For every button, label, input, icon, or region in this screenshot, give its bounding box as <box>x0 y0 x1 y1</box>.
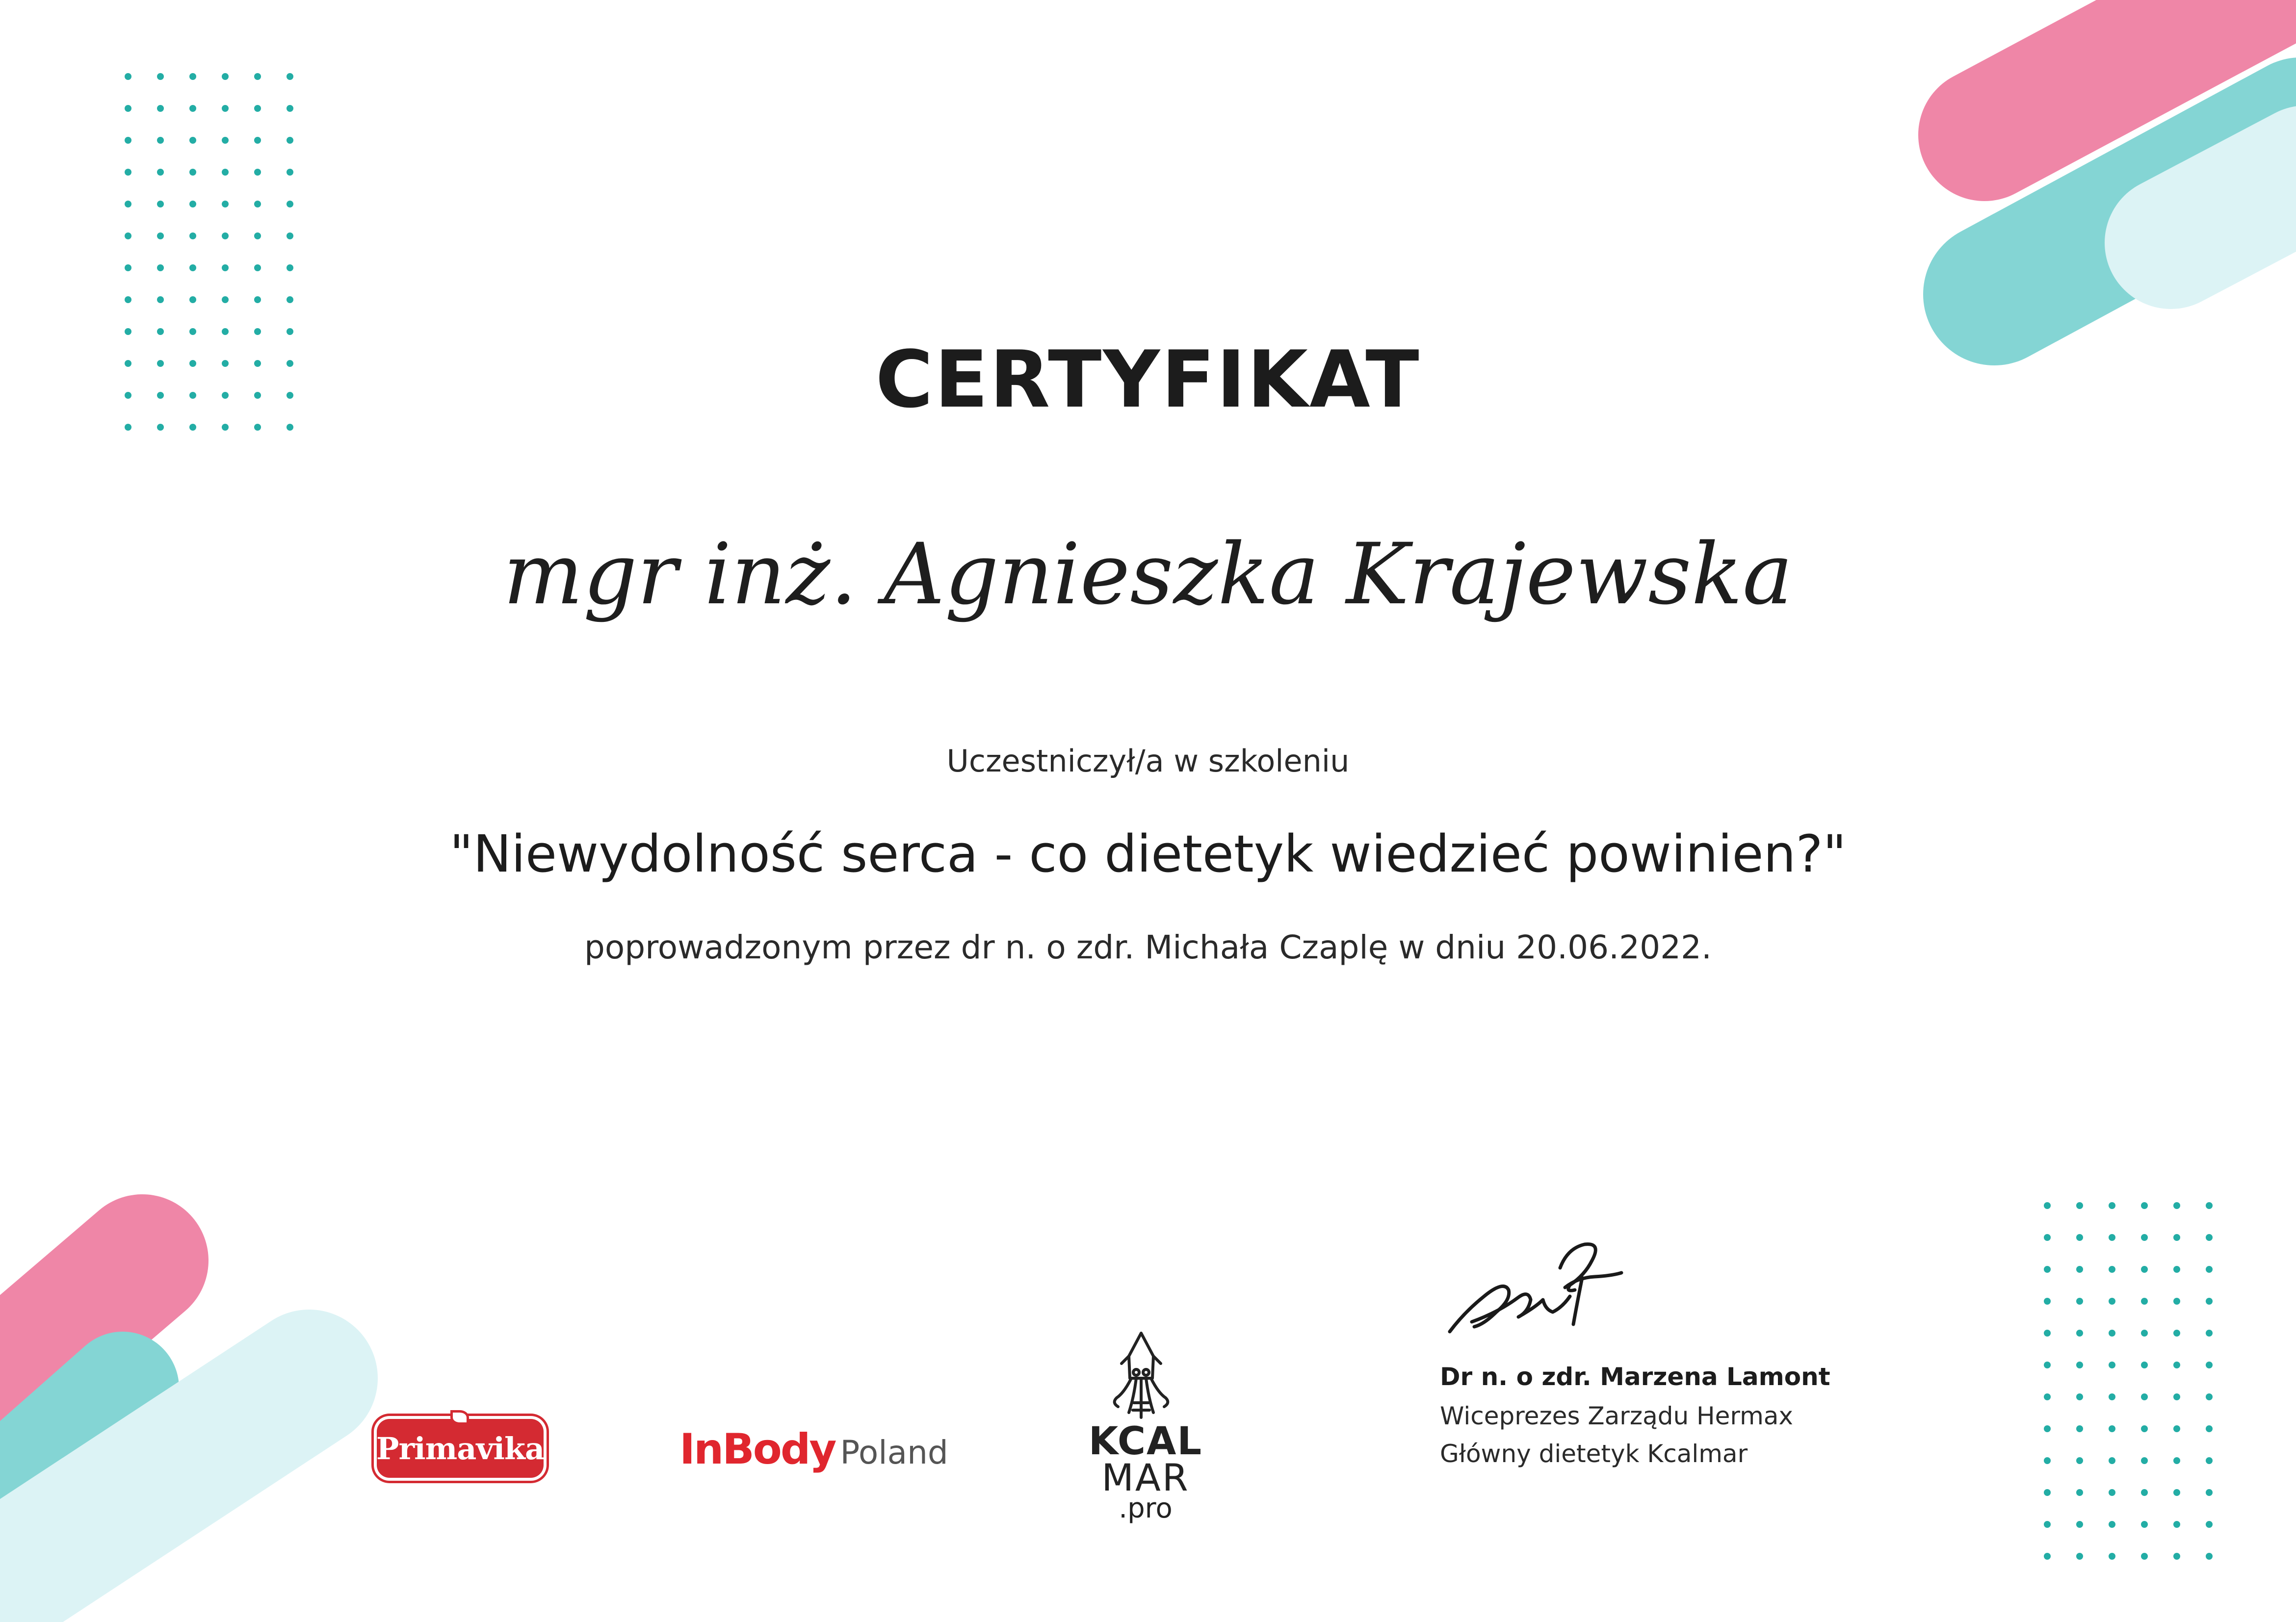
dot <box>222 73 229 80</box>
dot <box>189 201 196 207</box>
course-details: poprowadzonym przez dr n. o zdr. Michała Czaplę w dniu 20.06.2022. <box>584 928 1712 966</box>
dot <box>2206 1234 2213 1241</box>
dot <box>222 137 229 144</box>
dot <box>125 73 131 80</box>
kcalmar-line-1: KCAL <box>1088 1419 1203 1464</box>
dot <box>2206 1266 2213 1273</box>
dot <box>125 201 131 207</box>
dot <box>2141 1393 2148 1400</box>
squid-icon <box>1109 1329 1173 1427</box>
dot <box>157 264 164 271</box>
dot <box>189 264 196 271</box>
dot <box>287 137 293 144</box>
dot <box>2141 1521 2148 1528</box>
signatory-name: Dr n. o zdr. Marzena Lamont <box>1440 1363 1830 1391</box>
dot <box>2206 1202 2213 1209</box>
dot <box>2076 1425 2083 1432</box>
dot <box>2173 1266 2180 1273</box>
dot <box>2044 1553 2051 1560</box>
dot <box>2044 1489 2051 1496</box>
dot <box>2173 1234 2180 1241</box>
dot <box>2044 1425 2051 1432</box>
course-title: "Niewydolność serca - co dietetyk wiedzieć powinien?" <box>449 824 1847 884</box>
dot <box>189 232 196 239</box>
dot <box>2044 1457 2051 1464</box>
dot <box>2206 1393 2213 1400</box>
dot <box>2109 1457 2115 1464</box>
dot <box>2173 1298 2180 1305</box>
dot <box>2141 1457 2148 1464</box>
dot <box>2044 1266 2051 1273</box>
inbody-country: Poland <box>840 1434 948 1471</box>
dot <box>2109 1489 2115 1496</box>
dot <box>2173 1553 2180 1560</box>
dot <box>2206 1425 2213 1432</box>
dot <box>2076 1234 2083 1241</box>
dot <box>254 201 261 207</box>
dot <box>2109 1553 2115 1560</box>
dot <box>2141 1489 2148 1496</box>
inbody-logo <box>679 1425 948 1474</box>
leaf-icon <box>450 1410 469 1425</box>
dot <box>2206 1489 2213 1496</box>
dot-pattern-bottom-right <box>2044 1202 2213 1560</box>
dot <box>222 296 229 303</box>
dot <box>2076 1298 2083 1305</box>
dot <box>157 73 164 80</box>
dot <box>2141 1234 2148 1241</box>
dot <box>2044 1330 2051 1337</box>
dot <box>2076 1521 2083 1528</box>
dot <box>2173 1393 2180 1400</box>
dot <box>2141 1266 2148 1273</box>
dot <box>254 232 261 239</box>
dot <box>2206 1553 2213 1560</box>
dot <box>2044 1298 2051 1305</box>
dot <box>254 105 261 112</box>
dot <box>287 169 293 176</box>
dot <box>2076 1202 2083 1209</box>
signatory-role-2: Główny dietetyk Kcalmar <box>1440 1440 1748 1468</box>
dot <box>254 137 261 144</box>
dot <box>2076 1266 2083 1273</box>
dot <box>125 232 131 239</box>
dot <box>189 137 196 144</box>
certificate-title: CERTYFIKAT <box>875 334 1421 425</box>
dot <box>222 201 229 207</box>
dot <box>125 137 131 144</box>
dot <box>2173 1489 2180 1496</box>
dot <box>254 264 261 271</box>
inbody-brand: InBody <box>679 1425 835 1474</box>
dot <box>2109 1521 2115 1528</box>
dot <box>287 232 293 239</box>
dot <box>254 73 261 80</box>
dot <box>2141 1362 2148 1368</box>
dot <box>254 296 261 303</box>
dot <box>2044 1393 2051 1400</box>
dot <box>2109 1393 2115 1400</box>
dot <box>2173 1202 2180 1209</box>
participation-statement: Uczestniczył/a w szkoleniu <box>946 743 1350 779</box>
handwritten-signature <box>1445 1238 1631 1351</box>
dot <box>2141 1330 2148 1337</box>
dot <box>125 296 131 303</box>
dot <box>125 169 131 176</box>
dot <box>2076 1553 2083 1560</box>
dot <box>125 105 131 112</box>
dot <box>2044 1521 2051 1528</box>
dot <box>189 296 196 303</box>
dot <box>2109 1362 2115 1368</box>
dot <box>2141 1298 2148 1305</box>
dot <box>189 73 196 80</box>
dot <box>2109 1425 2115 1432</box>
dot <box>189 105 196 112</box>
dot <box>2109 1298 2115 1305</box>
dot <box>287 105 293 112</box>
dot <box>287 296 293 303</box>
dot <box>254 169 261 176</box>
dot <box>157 105 164 112</box>
primavika-logo <box>377 1419 544 1478</box>
dot <box>2141 1425 2148 1432</box>
dot <box>157 296 164 303</box>
dot <box>2173 1425 2180 1432</box>
dot <box>125 264 131 271</box>
dot <box>287 73 293 80</box>
dot <box>2109 1330 2115 1337</box>
dot <box>2044 1234 2051 1241</box>
primavika-logo-text: Primavika <box>376 1430 545 1467</box>
dot <box>2173 1457 2180 1464</box>
dot <box>222 169 229 176</box>
dot <box>2173 1330 2180 1337</box>
dot <box>2206 1457 2213 1464</box>
dot <box>157 232 164 239</box>
dot <box>2206 1362 2213 1368</box>
dot <box>189 169 196 176</box>
dot <box>222 232 229 239</box>
kcalmar-logo <box>1087 1329 1204 1535</box>
dot <box>2109 1202 2115 1209</box>
signatory-role-1: Wiceprezes Zarządu Hermax <box>1440 1402 1794 1430</box>
dot <box>2206 1298 2213 1305</box>
dot <box>157 137 164 144</box>
dot <box>2076 1489 2083 1496</box>
dot <box>287 201 293 207</box>
dot <box>2206 1521 2213 1528</box>
kcalmar-line-2: MAR <box>1101 1456 1190 1499</box>
kcalmar-line-3: .pro <box>1119 1493 1173 1524</box>
dot <box>2076 1393 2083 1400</box>
dot <box>2141 1553 2148 1560</box>
recipient-name: mgr inż. Agnieszka Krajewska <box>503 525 1793 623</box>
dot <box>2044 1202 2051 1209</box>
dot <box>287 264 293 271</box>
dot <box>2141 1202 2148 1209</box>
dot <box>157 201 164 207</box>
dot <box>2206 1330 2213 1337</box>
dot <box>2109 1234 2115 1241</box>
dot <box>2173 1521 2180 1528</box>
dot <box>157 169 164 176</box>
dot <box>222 105 229 112</box>
dot <box>2173 1362 2180 1368</box>
dot <box>2076 1362 2083 1368</box>
dot <box>2076 1330 2083 1337</box>
dot <box>2109 1266 2115 1273</box>
dot <box>2076 1457 2083 1464</box>
dot <box>222 264 229 271</box>
dot <box>2044 1362 2051 1368</box>
top-right-light-stripe <box>2171 172 2296 243</box>
